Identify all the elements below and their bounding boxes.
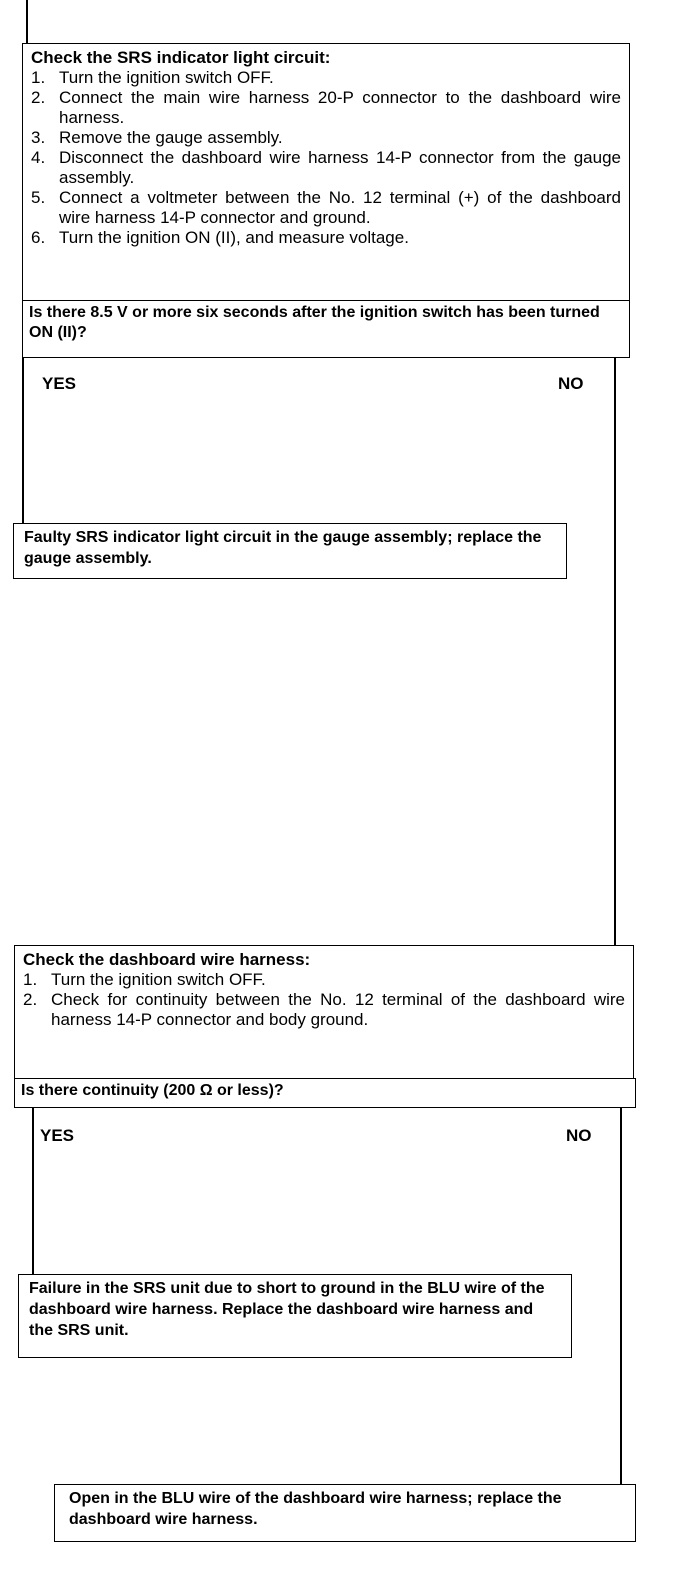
open-blu-wire-result — [54, 1484, 636, 1542]
yes-label: YES — [40, 1126, 75, 1145]
voltage-question-text: Is there 8.5 V or more six seconds after the ignition switch has been turned ON (II)? — [29, 304, 600, 341]
faulty-gauge-result-text: Faulty SRS indicator light circuit in the gauge assembly; replace the gauge assembly. — [24, 529, 542, 567]
voltage-question — [22, 300, 630, 358]
flow-line-yes-2 — [32, 1108, 34, 1276]
step-item: 4. Disconnect the dashboard wire harness 14-P connector from the gauge assembly. — [31, 148, 621, 187]
flow-line-yes-1 — [22, 356, 24, 524]
check-indicator-circuit-steps — [31, 68, 621, 248]
step-item: 1. Turn the ignition switch OFF. — [31, 68, 274, 87]
check-indicator-circuit-title: Check the SRS indicator light circuit: — [31, 48, 331, 67]
check-dashboard-harness-steps — [23, 970, 625, 1030]
step-item: 2. Check for continuity between the No. 12 terminal of the dashboard wire harness 14-P connector and body ground. — [23, 990, 625, 1029]
check-indicator-circuit-box — [22, 43, 630, 301]
step-item: 2. Connect the main wire harness 20-P connector to the dashboard wire harness. — [31, 88, 621, 127]
srs-unit-failure-result-text: Failure in the SRS unit due to short to ground in the BLU wire of the dashboard wire harness. Replace the dashboard wire harness and the SRS unit. — [29, 1280, 545, 1339]
no-label: NO — [566, 1126, 592, 1145]
continuity-question-text: Is there continuity (200 Ω or less)? — [21, 1082, 284, 1099]
open-blu-wire-result-text: Open in the BLU wire of the dashboard wire harness; replace the dashboard wire harness. — [69, 1490, 562, 1528]
yes-label: YES — [42, 374, 77, 393]
flow-line-no-2 — [620, 1108, 622, 1486]
check-dashboard-harness-title: Check the dashboard wire harness: — [23, 950, 311, 969]
srs-unit-failure-result — [18, 1274, 572, 1358]
step-item: 1. Turn the ignition switch OFF. — [23, 970, 266, 989]
step-item: 6. Turn the ignition ON (II), and measure voltage. — [31, 228, 409, 247]
step-item: 3. Remove the gauge assembly. — [31, 128, 283, 147]
no-label: NO — [558, 374, 584, 393]
step-item: 5. Connect a voltmeter between the No. 12 terminal (+) of the dashboard wire harness 14-P connector and ground. — [31, 188, 621, 227]
continuity-question — [14, 1078, 636, 1108]
flow-line-no-1 — [614, 356, 616, 946]
flow-line-top — [26, 0, 28, 44]
check-dashboard-harness-box — [14, 945, 634, 1079]
faulty-gauge-result — [13, 523, 567, 579]
